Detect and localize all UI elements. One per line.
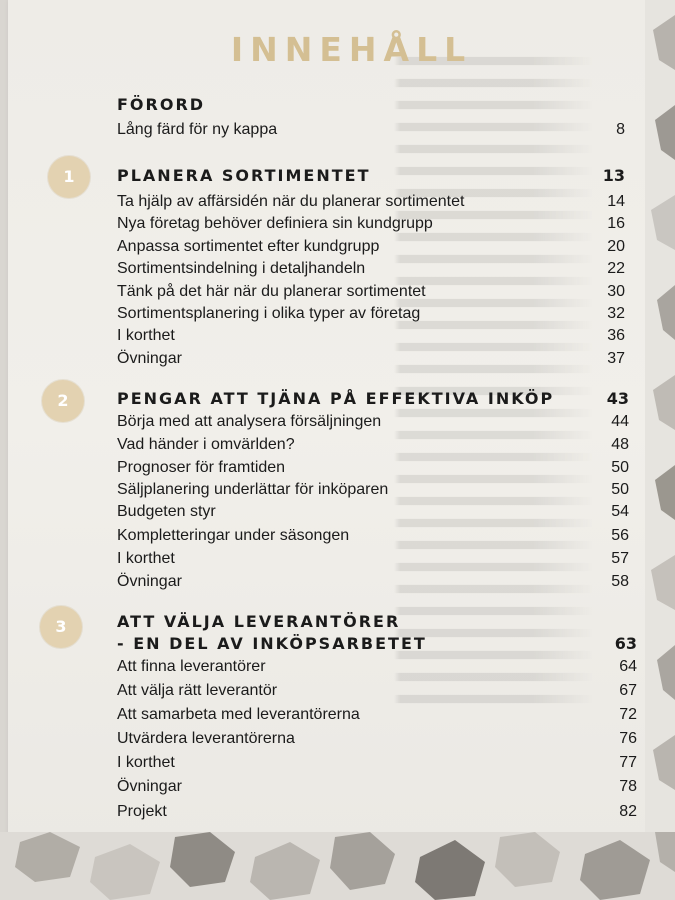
- chapter-heading[interactable]: [117, 166, 637, 185]
- toc-entry-label: Vad händer i omvärlden?: [117, 436, 295, 453]
- toc-entry[interactable]: [117, 121, 637, 139]
- toc-entry-page: 22: [607, 260, 625, 277]
- toc-entry-page: 77: [619, 754, 637, 771]
- toc-entry-page: 50: [611, 481, 629, 498]
- toc-entry-page: 67: [619, 682, 637, 699]
- toc-entry-label: Projekt: [117, 803, 167, 820]
- toc-entry-page: 78: [619, 778, 637, 795]
- chapter-heading[interactable]: [117, 612, 637, 631]
- toc-entry-label: I korthet: [117, 754, 175, 771]
- toc-entry-page: 50: [611, 459, 629, 476]
- chapter-subheading[interactable]: [117, 634, 637, 653]
- toc-entry-label: Övningar: [117, 573, 182, 590]
- toc-entry-label: Lång färd för ny kappa: [117, 121, 278, 138]
- toc-entry-label: Kompletteringar under säsongen: [117, 527, 350, 544]
- toc-entry-label: Att finna leverantörer: [117, 658, 266, 675]
- toc-entry[interactable]: [117, 459, 637, 477]
- chapter-number-badge: 2: [42, 380, 84, 422]
- chapter-heading-label: PLANERA SORTIMENTET: [117, 166, 371, 185]
- forord-heading-label: FÖRORD: [117, 95, 206, 114]
- toc-entry[interactable]: [117, 573, 637, 591]
- chapter-number-badge: 3: [40, 606, 82, 648]
- chapter-heading[interactable]: [117, 389, 637, 408]
- toc-entry-label: I korthet: [117, 327, 175, 344]
- toc-entry-page: 16: [607, 215, 625, 232]
- toc-entry-page: 82: [619, 803, 637, 820]
- toc-entry-label: Utvärdera leverantörerna: [117, 730, 295, 747]
- toc-entry-label: Säljplanering underlättar för inköparen: [117, 481, 389, 498]
- toc-entry-page: 44: [611, 413, 629, 430]
- toc-entry-page: 20: [607, 238, 625, 255]
- toc-entry[interactable]: [117, 803, 637, 821]
- toc-entry-label: Sortimentsplanering i olika typer av företag: [117, 305, 421, 322]
- toc-entry[interactable]: [117, 550, 637, 568]
- toc-entry-label: Att välja rätt leverantör: [117, 682, 278, 699]
- toc-entry[interactable]: [117, 413, 637, 431]
- toc-entry[interactable]: [117, 436, 637, 454]
- toc-entry[interactable]: [117, 215, 637, 233]
- chapter-number-badge: 1: [48, 156, 90, 198]
- chapter-heading-page: 13: [602, 166, 625, 185]
- toc-entry-page: 54: [611, 503, 629, 520]
- toc-entry-page: 76: [619, 730, 637, 747]
- toc-entry-page: 30: [607, 283, 625, 300]
- toc-entry-page: 64: [619, 658, 637, 675]
- toc-entry-label: Budgeten styr: [117, 503, 216, 520]
- chapter-heading-label: PENGAR ATT TJÄNA PÅ EFFEKTIVA INKÖP: [117, 389, 555, 408]
- chapter-heading-label: ATT VÄLJA LEVERANTÖRER: [117, 612, 401, 631]
- toc-entry[interactable]: [117, 350, 637, 368]
- toc-entry-label: I korthet: [117, 550, 175, 567]
- forord-heading[interactable]: [117, 95, 637, 114]
- toc-entry[interactable]: [117, 305, 637, 323]
- chapter-subheading-label: - EN DEL AV INKÖPSARBETET: [117, 634, 427, 653]
- chapter-heading-page: 63: [614, 634, 637, 653]
- toc-entry-page: 14: [607, 193, 625, 210]
- toc-entry-page: 48: [611, 436, 629, 453]
- toc-entry-label: Nya företag behöver definiera sin kundgrupp: [117, 215, 433, 232]
- toc-entry-label: Prognoser för framtiden: [117, 459, 286, 476]
- toc-entry-label: Börja med att analysera försäljningen: [117, 413, 382, 430]
- toc-entry-page: 8: [616, 121, 625, 138]
- toc-entry[interactable]: [117, 682, 637, 700]
- toc-entry-page: 58: [611, 573, 629, 590]
- geometric-pattern-bottom: [0, 832, 675, 900]
- toc-entry[interactable]: [117, 238, 637, 256]
- toc-entry[interactable]: [117, 327, 637, 345]
- geometric-pattern-right: [645, 0, 675, 845]
- toc-entry-page: 36: [607, 327, 625, 344]
- toc-entry-page: 72: [619, 706, 637, 723]
- toc-entry[interactable]: [117, 778, 637, 796]
- toc-entry-page: 32: [607, 305, 625, 322]
- toc-entry-label: Ta hjälp av affärsidén när du planerar sortimentet: [117, 193, 465, 210]
- toc-entry-label: Övningar: [117, 350, 182, 367]
- toc-entry-label: Sortimentsindelning i detaljhandeln: [117, 260, 366, 277]
- toc-entry-label: Övningar: [117, 778, 182, 795]
- toc-entry[interactable]: [117, 754, 637, 772]
- toc-entry-label: Tänk på det här när du planerar sortimentet: [117, 283, 426, 300]
- toc-entry[interactable]: [117, 658, 637, 676]
- toc-entry[interactable]: [117, 193, 637, 211]
- toc-entry[interactable]: [117, 730, 637, 748]
- toc-entry-page: 37: [607, 350, 625, 367]
- toc-entry[interactable]: [117, 481, 637, 499]
- toc-entry-page: 56: [611, 527, 629, 544]
- chapter-heading-page: 43: [606, 389, 629, 408]
- toc-entry[interactable]: [117, 283, 637, 301]
- toc-entry[interactable]: [117, 706, 637, 724]
- toc-entry-label: Anpassa sortimentet efter kundgrupp: [117, 238, 380, 255]
- toc-entry[interactable]: [117, 527, 637, 545]
- page-title: INNEHÅLL: [230, 30, 473, 69]
- toc-entry[interactable]: [117, 503, 637, 521]
- toc-entry[interactable]: [117, 260, 637, 278]
- toc-entry-label: Att samarbeta med leverantörerna: [117, 706, 360, 723]
- toc-entry-page: 57: [611, 550, 629, 567]
